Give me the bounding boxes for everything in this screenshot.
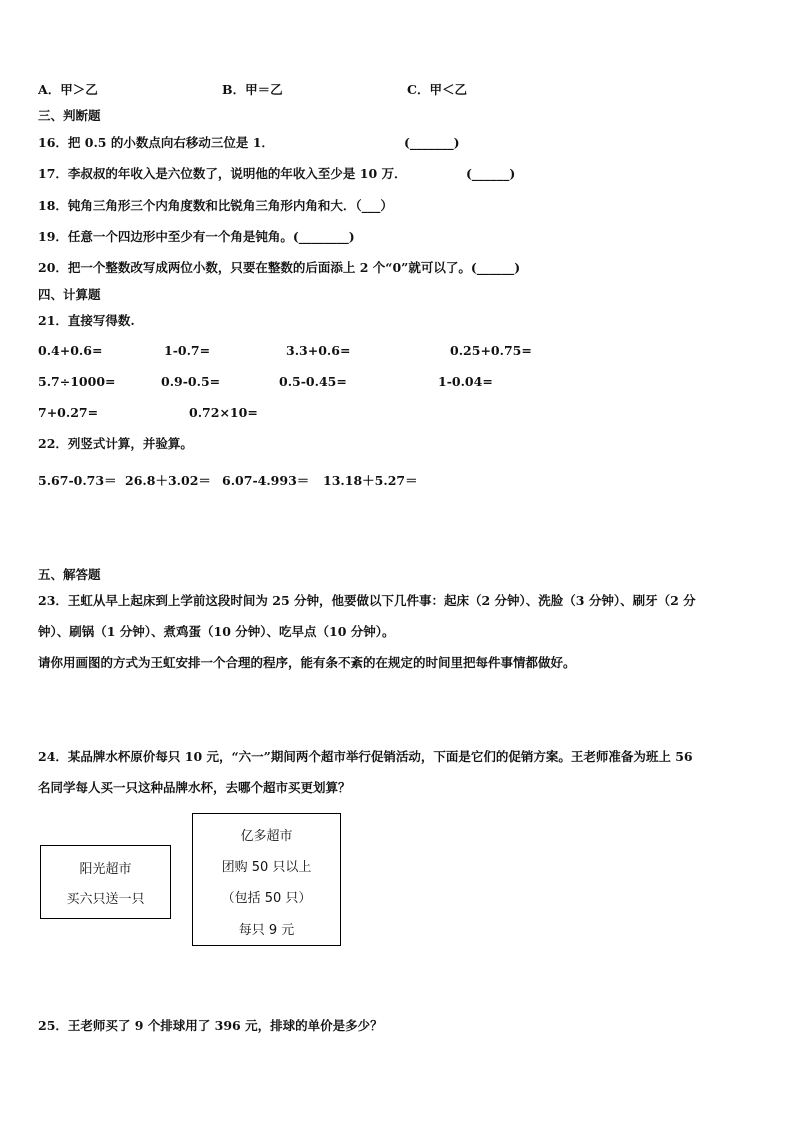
box-line: 买六只送一只	[66, 892, 145, 907]
question-22: 22．列竖式计算，并验算。	[38, 436, 193, 451]
question-23-line2: 钟）、刷锅（1 分钟）、煮鸡蛋（10 分钟）、吃早点（10 分钟）。	[38, 624, 395, 639]
vertical-calc-item: 6.07-4.993＝	[222, 473, 310, 488]
question-23-line3: 请你用画图的方式为王虹安排一个合理的程序，能有条不紊的在规定的时间里把每件事情都做好。	[38, 655, 576, 670]
question-19: 19．任意一个四边形中至少有一个角是钝角。(________)	[38, 229, 355, 244]
question-16: 16．把 0.5 的小数点向右移动三位是 1．	[38, 135, 274, 150]
question-18: 18．钝角三角形三个内角度数和比锐角三角形内角和大．（___）	[38, 198, 393, 213]
answer-blank-17[interactable]: (______)	[466, 166, 516, 181]
yangguang-supermarket-box	[40, 845, 171, 919]
question-17: 17．李叔叔的年收入是六位数了，说明他的年收入至少是 10 万．	[38, 166, 407, 181]
question-20: 20．把一个整数改写成两位小数，只要在整数的后面添上 2 个“0”就可以了。(______)	[38, 260, 521, 275]
section-heading-word-problems: 五、解答题	[38, 567, 101, 582]
calc-item: 1-0.04=	[438, 374, 493, 389]
box-line: 团购 50 只以上	[221, 860, 312, 875]
yiduo-supermarket-box	[192, 813, 341, 946]
vertical-calc-item: 26.8＋3.02＝	[125, 473, 211, 488]
vertical-calc-item: 13.18＋5.27＝	[323, 473, 418, 488]
calc-item: 0.4+0.6=	[38, 343, 103, 358]
answer-blank-16[interactable]: (_______)	[404, 135, 460, 150]
calc-item: 5.7÷1000=	[38, 374, 116, 389]
question-25: 25．王老师买了 9 个排球用了 396 元，排球的单价是多少？	[38, 1018, 383, 1033]
option-a: A．甲＞乙	[38, 82, 98, 97]
box-line: （包括 50 只）	[221, 891, 312, 906]
question-24-line1: 24．某品牌水杯原价每只 10 元，“六一”期间两个超市举行促销活动，下面是它们的促销方案。王老师准备为班上 56	[38, 749, 693, 764]
question-23-line1: 23．王虹从早上起床到上学前这段时间为 25 分钟，他要做以下几件事：起床（2 分钟）、洗脸（3 分钟）、刷牙（2 分	[38, 593, 696, 608]
calc-item: 3.3+0.6=	[286, 343, 351, 358]
question-24-line2: 名同学每人买一只这种品牌水杯，去哪个超市买更划算？	[38, 780, 351, 795]
option-b: B．甲＝乙	[222, 82, 283, 97]
section-heading-calculation: 四、计算题	[38, 287, 101, 302]
box-line: 亿多超市	[240, 829, 293, 844]
calc-item: 0.5-0.45=	[279, 374, 347, 389]
box-line: 阳光超市	[79, 862, 132, 877]
option-c: C．甲＜乙	[407, 82, 467, 97]
section-heading-judgement: 三、判断题	[38, 108, 101, 123]
calc-item: 0.25+0.75=	[450, 343, 532, 358]
calc-item: 7+0.27=	[38, 405, 99, 420]
box-line: 每只 9 元	[238, 923, 295, 938]
vertical-calc-item: 5.67-0.73＝	[38, 473, 117, 488]
calc-item: 0.72×10=	[189, 405, 258, 420]
calc-item: 1-0.7=	[164, 343, 211, 358]
calc-item: 0.9-0.5=	[161, 374, 221, 389]
question-21: 21．直接写得数.	[38, 313, 135, 328]
